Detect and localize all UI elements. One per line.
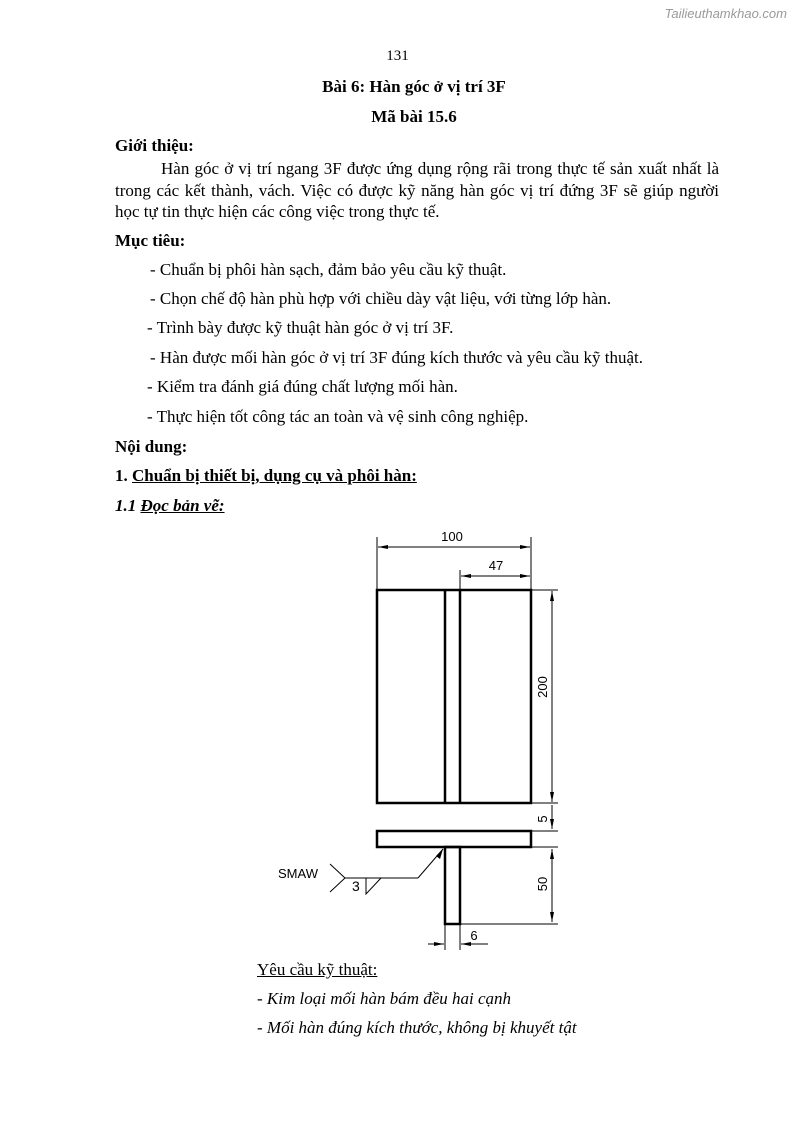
dim-label-plate-thickness: 5 [535, 815, 550, 823]
intro-paragraph: Hàn góc ở vị trí ngang 3F được ứng dụng rộng rãi trong thực tế sản xuất nhất là trong các kết thành, vách. Việc có được kỹ năng hàn góc vị trí đứng 3F sẽ giúp người học tự tin thực hiện các công việc trong thực tế. [115, 159, 719, 221]
section-stem [445, 847, 460, 924]
lesson-title: Bài 6: Hàn góc ở vị trí 3F [322, 77, 506, 96]
section-1-number: 1. [115, 466, 132, 485]
dim-label-width: 100 [441, 529, 463, 544]
arrowhead [550, 849, 554, 859]
objective-item: - Chuẩn bị phôi hàn sạch, đảm bảo yêu cầu kỹ thuật. [150, 260, 507, 279]
dim-label-offset: 47 [488, 558, 504, 573]
objective-item: - Chọn chế độ hàn phù hợp với chiều dày vật liệu, với từng lớp hàn. [150, 289, 612, 308]
weld-process-label: SMAW [278, 866, 318, 881]
objective-item: - Kiểm tra đánh giá đúng chất lượng mối hàn. [147, 377, 458, 396]
watermark: Tailieuthamkhao.com [664, 6, 787, 21]
objective-item: - Trình bày được kỹ thuật hàn góc ở vị trí 3F. [147, 318, 454, 337]
arrowhead [434, 942, 444, 946]
section-1-1-number: 1.1 [115, 496, 141, 515]
weld-arrowhead [436, 849, 443, 859]
lesson-code: Mã bài 15.6 [371, 107, 457, 126]
requirements-heading: Yêu cầu kỹ thuật: [257, 960, 378, 979]
section-1-title: Chuẩn bị thiết bị, dụng cụ và phôi hàn: [132, 466, 417, 485]
section-base-plate [377, 831, 531, 847]
arrowhead [520, 545, 530, 549]
arrowhead [378, 545, 388, 549]
objective-item: - Thực hiện tốt công tác an toàn và vệ sinh công nghiệp. [147, 407, 529, 426]
objective-item: - Hàn được mối hàn góc ở vị trí 3F đúng kích thước và yêu cầu kỹ thuật. [150, 348, 643, 367]
top-view-plate [377, 590, 531, 803]
arrowhead [461, 574, 471, 578]
section-1-1-title: Đọc bản vẽ: [140, 496, 225, 515]
page-number: 131 [386, 48, 409, 64]
arrowhead [520, 574, 530, 578]
content-heading: Nội dung: [115, 437, 188, 456]
requirement-item: - Kim loại mối hàn bám đều hai cạnh [257, 989, 512, 1008]
dim-label-stem-thickness: 6 [470, 928, 478, 943]
requirement-item: - Mối hàn đúng kích thước, không bị khuyết tật [257, 1018, 577, 1037]
fillet-weld-symbol [366, 878, 381, 894]
objectives-heading: Mục tiêu: [115, 231, 186, 250]
dim-label-stem-height: 50 [535, 876, 550, 892]
arrowhead [550, 819, 554, 829]
weld-size-label: 3 [352, 878, 360, 894]
arrowhead [550, 591, 554, 601]
arrowhead [550, 912, 554, 922]
arrowhead [550, 792, 554, 802]
dim-label-height: 200 [535, 676, 550, 698]
weld-tail [330, 864, 345, 892]
intro-heading: Giới thiệu: [115, 136, 194, 155]
